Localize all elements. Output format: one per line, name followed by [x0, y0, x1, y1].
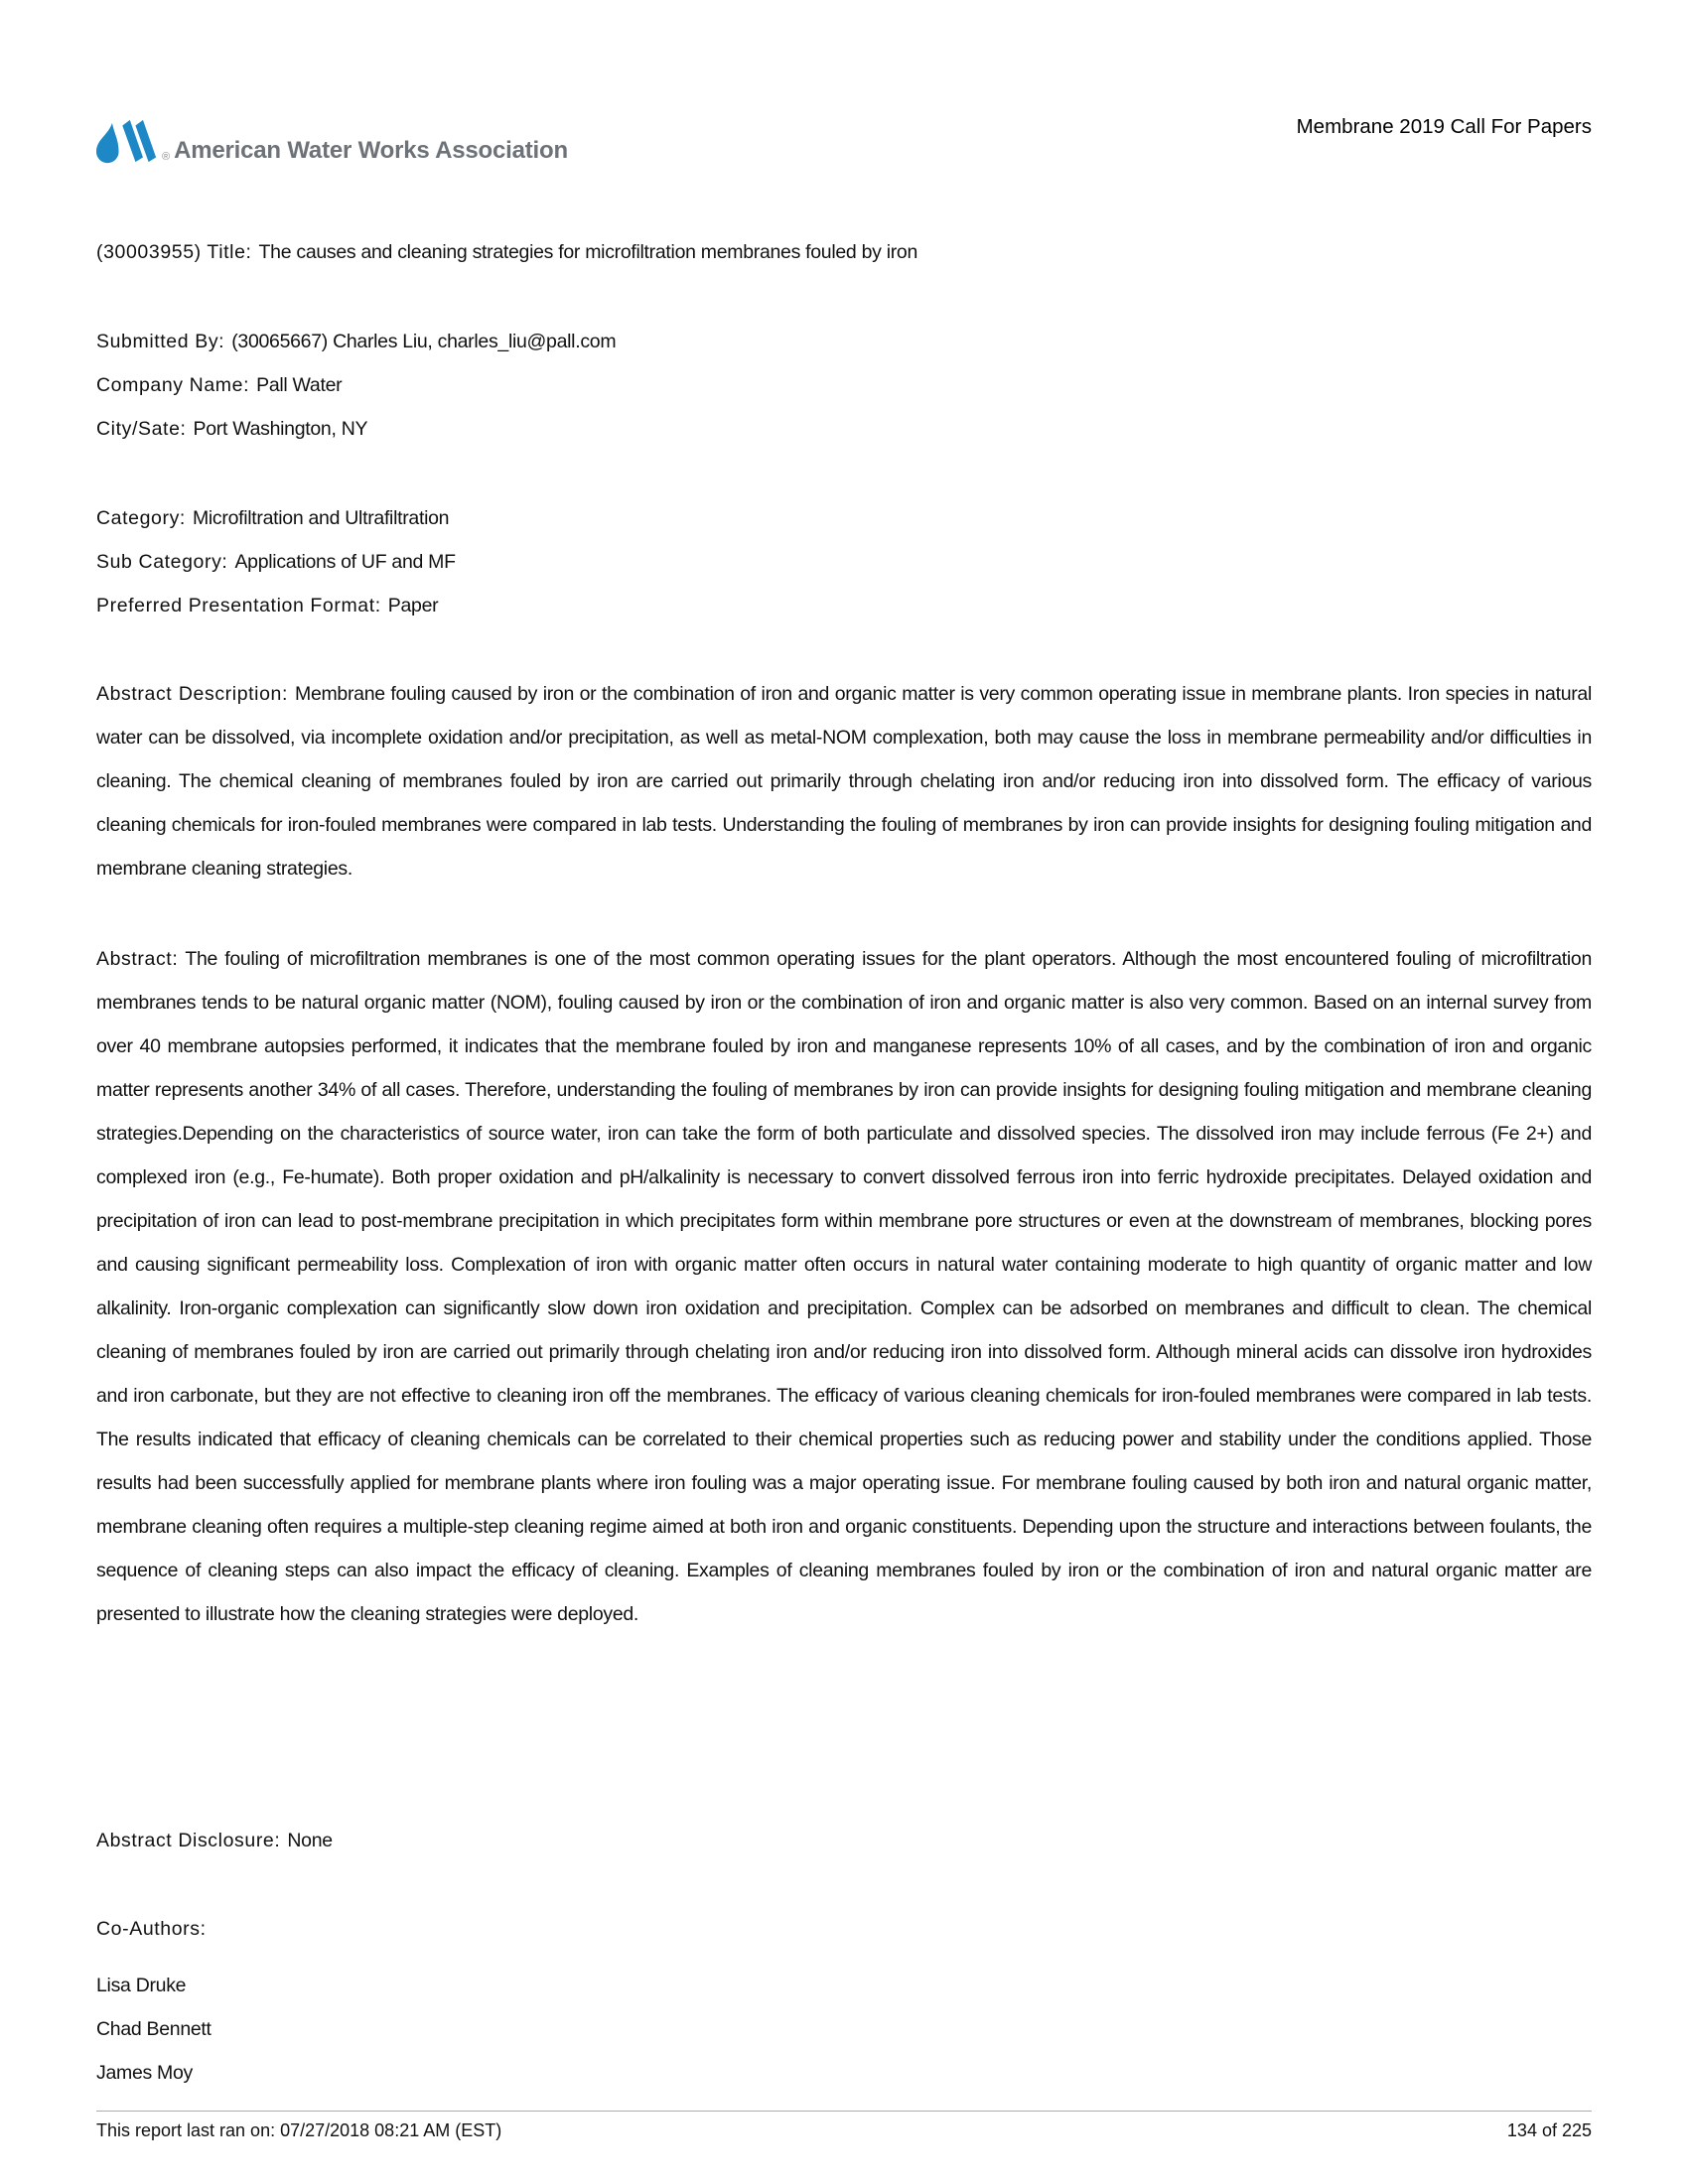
co-author-name: Chad Bennett — [96, 2018, 211, 2040]
abstract-description-text: Membrane fouling caused by iron or the combination of iron and organic matter is very common operating issue in membrane plants. Iron species in natural water can be dissolved, via incomplete oxidation and/or precipitation, as well as metal-NOM complexation, both may cause the loss in membrane permeability and/or difficulties in cleaning. The chemical cleaning of membranes fouled by iron are carried out primarily through chelating iron and/or reducing iron into dissolved form. The efficacy of various cleaning chemicals for iron-fouled membranes were compared in lab tests. Understanding the fouling of membranes by iron can provide insights for designing fouling mitigation and membrane cleaning strategies. — [96, 683, 1593, 880]
co-author-name: Lisa Druke — [96, 1975, 187, 1996]
submitted-by-value: (30065667) Charles Liu, charles_liu@pall.com — [231, 331, 617, 352]
co-authors-label: Co-Authors: — [96, 1918, 207, 1940]
abstract-title-value: The causes and cleaning strategies for microfiltration membranes fouled by iron — [258, 241, 918, 263]
category-row — [96, 496, 1592, 540]
abstract-text: The fouling of microfiltration membranes is one of the most common operating issues for the plant operators. Although the most encountered fouling of microfiltration membranes tends to be natural organic matter (NOM), fouling caused by iron or the combination of iron and organic matter is also very common. Based on an internal survey from over 40 membrane autopsies performed, it indicates that the membrane fouled by iron and manganese represents 10% of all cases, and by the combination of iron and organic matter represents another 34% of all cases. Therefore, understanding the fouling of membranes by iron can provide insights for designing fouling mitigation and membrane cleaning strategies.Depending on the characteristics of source water, iron can take the form of both particulate and dissolved species. The dissolved iron may include ferrous (Fe 2+) and complexed iron (e.g., Fe-humate). Both proper oxidation and pH/alkalinity is necessary to convert dissolved ferrous iron into ferric hydroxide precipitates. Delayed oxidation and precipitation of iron can lead to post-membrane precipitation in which precipitates form within membrane pore structures or even at the downstream of membranes, blocking pores and causing significant permeability loss. Complexation of iron with organic matter often occurs in natural water containing moderate to high quantity of organic matter and low alkalinity. Iron-organic complexation can significantly slow down iron oxidation and precipitation. Complex can be adsorbed on membranes and difficult to clean. The chemical cleaning of membranes fouled by iron are carried out primarily through chelating iron and/or reducing iron into dissolved form. Although mineral acids can dissolve iron hydroxides and iron carbonate, but they are not effective to cleaning iron off the membranes. The efficacy of various cleaning chemicals for iron-fouled membranes were compared in lab tests. The results indicated that efficacy of cleaning chemicals can be correlated to their chemical properties such as reducing power and stability under the conditions applied. Those results had been successfully applied for membrane plants where iron fouling was a major operating issue. For membrane fouling caused by both iron and natural organic matter, membrane cleaning often requires a multiple-step cleaning regime aimed at both iron and organic constituents. Depending upon the structure and interactions between foulants, the sequence of cleaning steps can also impact the efficacy of cleaning. Examples of cleaning membranes fouled by iron or the combination of iron and natural organic matter are presented to illustrate how the cleaning strategies were deployed. — [96, 948, 1592, 1625]
sub-category-value: Applications of UF and MF — [234, 551, 456, 573]
abstract-description-paragraph — [96, 672, 1592, 890]
company-name-row — [96, 363, 1592, 407]
footer-last-ran: This report last ran on: 07/27/2018 08:21 AM (EST) — [96, 2120, 502, 2140]
preferred-format-row — [96, 584, 1592, 627]
footer-page-number: 134 of 225 — [1506, 2120, 1592, 2140]
co-authors-list — [96, 1964, 1592, 2095]
page-header — [96, 111, 1592, 166]
abstract-disclosure-row — [96, 1819, 1592, 1862]
awwa-logo — [96, 117, 568, 166]
submitted-by-row — [96, 320, 1592, 363]
sub-category-label: Sub Category: — [96, 551, 228, 573]
abstract-paragraph — [96, 937, 1592, 1636]
city-state-row — [96, 407, 1592, 451]
category-info-block — [96, 496, 1592, 627]
abstract-label: Abstract: — [96, 948, 179, 970]
company-name-label: Company Name: — [96, 374, 250, 396]
co-authors-block — [96, 1907, 1592, 2095]
abstract-description-label: Abstract Description: — [96, 683, 288, 705]
co-author-name: James Moy — [96, 2062, 193, 2084]
submitter-info-block — [96, 320, 1592, 451]
org-name: American Water Works Association — [174, 137, 568, 164]
category-label: Category: — [96, 507, 186, 529]
sub-category-row — [96, 540, 1592, 584]
category-value: Microfiltration and Ultrafiltration — [192, 507, 450, 529]
preferred-format-label: Preferred Presentation Format: — [96, 595, 381, 616]
abstract-id-title-label: (30003955) Title: — [96, 241, 252, 263]
abstract-disclosure-label: Abstract Disclosure: — [96, 1830, 281, 1851]
preferred-format-value: Paper — [387, 595, 439, 616]
report-title: Membrane 2019 Call For Papers — [1296, 115, 1592, 138]
company-name-value: Pall Water — [256, 374, 343, 396]
abstract-title-line — [96, 230, 1592, 274]
city-state-label: City/Sate: — [96, 418, 187, 440]
page-footer — [96, 2111, 1592, 2141]
abstract-disclosure-value: None — [287, 1830, 333, 1851]
submitted-by-label: Submitted By: — [96, 331, 225, 352]
city-state-value: Port Washington, NY — [193, 418, 368, 440]
awwa-drop-icon — [96, 117, 158, 166]
registered-mark: ® — [162, 151, 171, 163]
